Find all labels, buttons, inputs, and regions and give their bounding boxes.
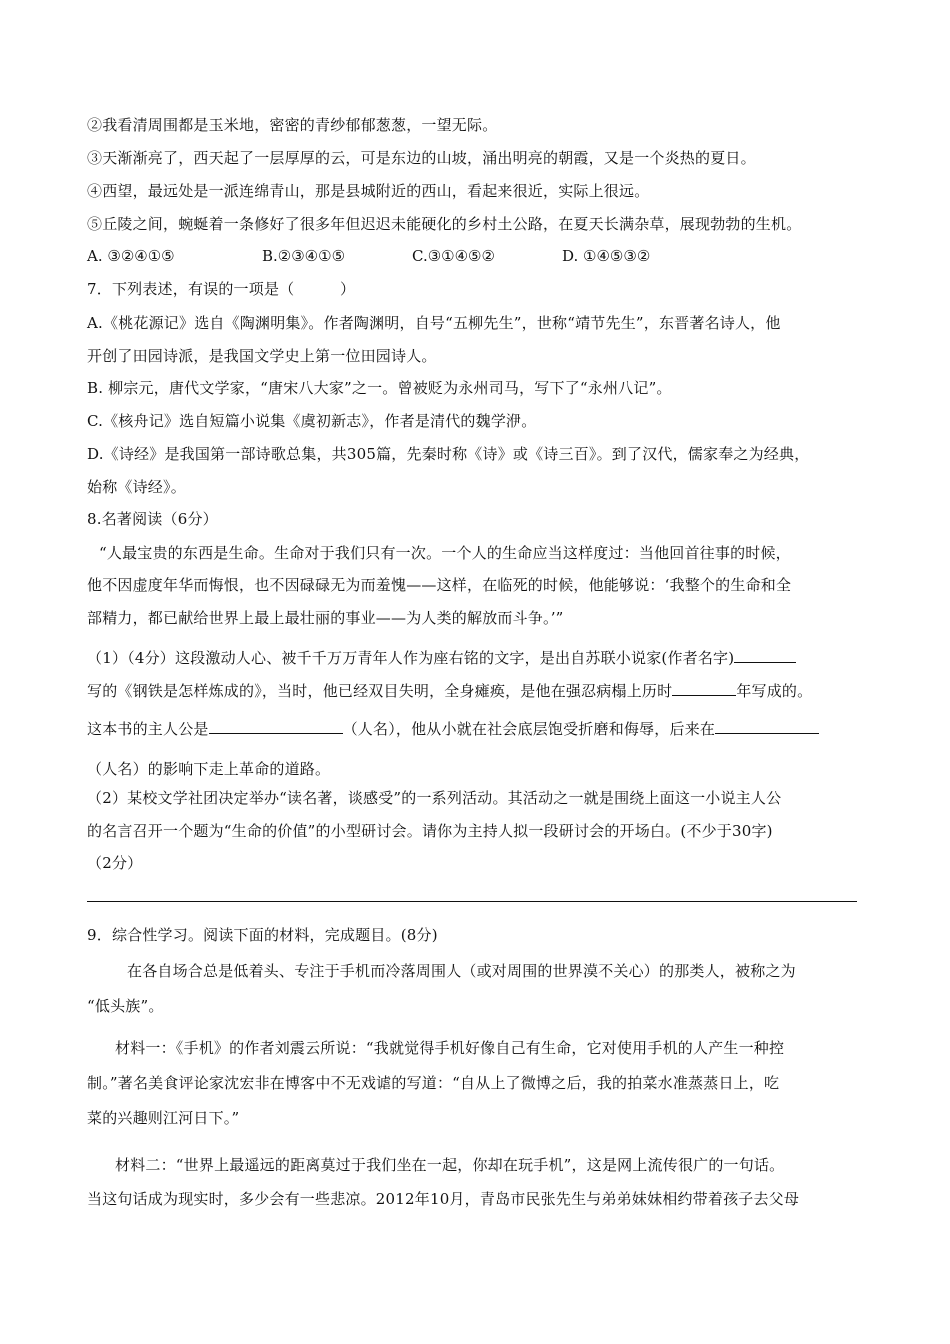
q8-part1-text-c: 年写成的。 [736,682,813,700]
q7-option-a-line1: A.《桃花源记》选自《陶渊明集》。作者陶渊明，自号“五柳先生”，世称“靖节先生”，东晋著名诗人，他 [87,314,781,332]
q8-title: 8.名著阅读（6分） [87,510,218,528]
q9-intro-line1: 在各自场合总是低着头、专注于手机而冷落周围人（或对周围的世界漠不关心）的那类人，被称之为 [127,962,796,980]
q8-part2-line1: （2）某校文学社团决定举办“读名著，谈感受”的一系列活动。其活动之一就是围绕上面这一小说主人公 [87,789,782,807]
q6-option-c[interactable]: C.③①④⑤② [412,247,495,265]
q8-quote-line2: 他不因虚度年华而悔恨，也不因碌碌无为而羞愧——这样，在临死的时候，他能够说：‘我整个的生命和全 [87,576,792,594]
q6-option-b[interactable]: B.②③④①⑤ [262,247,346,265]
q8-quote-line1: “人最宝贵的东西是生命。生命对于我们只有一次。一个人的生命应当这样度过：当他回首往事的时候， [99,544,791,562]
q8-part2-line2: 的名言召开一个题为“生命的价值”的小型研讨会。请你为主持人拟一段研讨会的开场白。(不少于30字) [87,822,773,840]
q9-material2-line1: 材料二：“世界上最遥远的距离莫过于我们坐在一起，你却在玩手机”，这是网上流传很广的一句话。 [115,1156,785,1174]
q7-option-d-line2: 始称《诗经》。 [87,478,186,496]
years-blank[interactable] [672,681,736,696]
q9-title: 9．综合性学习。阅读下面的材料，完成题目。(8分) [87,926,438,944]
q8-part2-line3: （2分） [87,854,143,872]
q9-material1-line1: 材料一：《手机》的作者刘震云所说：“我就觉得手机好像自己有生命，它对使用手机的人产生一种控 [115,1039,785,1057]
q8-quote-line3: 部精力，都已献给世界上最上最壮丽的事业——为人类的解放而斗争。’” [87,609,564,627]
q6-sentence-3: ③天渐渐亮了，西天起了一层厚厚的云，可是东边的山坡，涌出明亮的朝霞，又是一个炎热的夏日。 [87,149,756,167]
mentor-blank[interactable] [715,719,819,734]
q6-option-a[interactable]: A. ③②④①⑤ [87,247,175,265]
q8-part1-text-e: （人名），他从小就在社会底层饱受折磨和侮辱，后来在 [342,720,716,738]
q7-stem: 7．下列表述，有误的一项是（ ） [87,280,356,298]
q9-intro-line2: “低头族”。 [87,997,164,1015]
q8-part1-text-b: 写的《钢铁是怎样炼成的》，当时，他已经双目失明，全身瘫痪，是他在强忍病榻上历时 [87,682,673,700]
q7-option-a-line2: 开创了田园诗派，是我国文学史上第一位田园诗人。 [87,347,437,365]
q8-part1-line3 [87,719,819,739]
q7-option-b: B. 柳宗元，唐代文学家，“唐宋八大家”之一。曾被贬为永州司马，写下了“永州八记”。 [87,379,672,397]
q8-part1-text-d: 这本书的主人公是 [87,720,209,738]
q7-option-c: C.《核舟记》选自短篇小说集《虞初新志》，作者是清代的魏学洢。 [87,412,537,430]
q8-part1-line2 [87,681,812,701]
q9-material1-line2: 制。”著名美食评论家沈宏非在博客中不无戏谑的写道：“自从上了微博之后，我的拍菜水准蒸蒸日上，吃 [87,1074,780,1092]
q9-material1-line3: 菜的兴趣则江河日下。” [87,1109,240,1127]
q8-part1-line1 [87,648,796,668]
protagonist-blank[interactable] [209,719,343,734]
q6-option-d[interactable]: D. ①④⑤③② [562,247,651,265]
q6-sentence-2: ②我看清周围都是玉米地，密密的青纱郁郁葱葱，一望无际。 [87,116,498,134]
q6-sentence-5: ⑤丘陵之间，蜿蜒着一条修好了很多年但迟迟未能硬化的乡村土公路，在夏天长满杂草，展现勃勃的生机。 [87,215,802,233]
answer-line[interactable] [87,901,857,902]
q8-part1-text-a: （1）（4分）这段激动人心、被千千万万青年人作为座右铭的文字，是出自苏联小说家(作者名字) [87,649,735,667]
q9-material2-line2: 当这句话成为现实时，多少会有一些悲凉。2012年10月，青岛市民张先生与弟弟妹妹相约带着孩子去父母 [87,1190,800,1208]
author-blank[interactable] [734,648,796,663]
q6-sentence-4: ④西望，最远处是一派连绵青山，那是县城附近的西山，看起来很近，实际上很远。 [87,182,650,200]
q7-option-d-line1: D.《诗经》是我国第一部诗歌总集，共305篇，先秦时称《诗》或《诗三百》。到了汉代，儒家奉之为经典， [87,445,810,463]
q8-part1-line4: （人名）的影响下走上革命的道路。 [87,760,331,778]
